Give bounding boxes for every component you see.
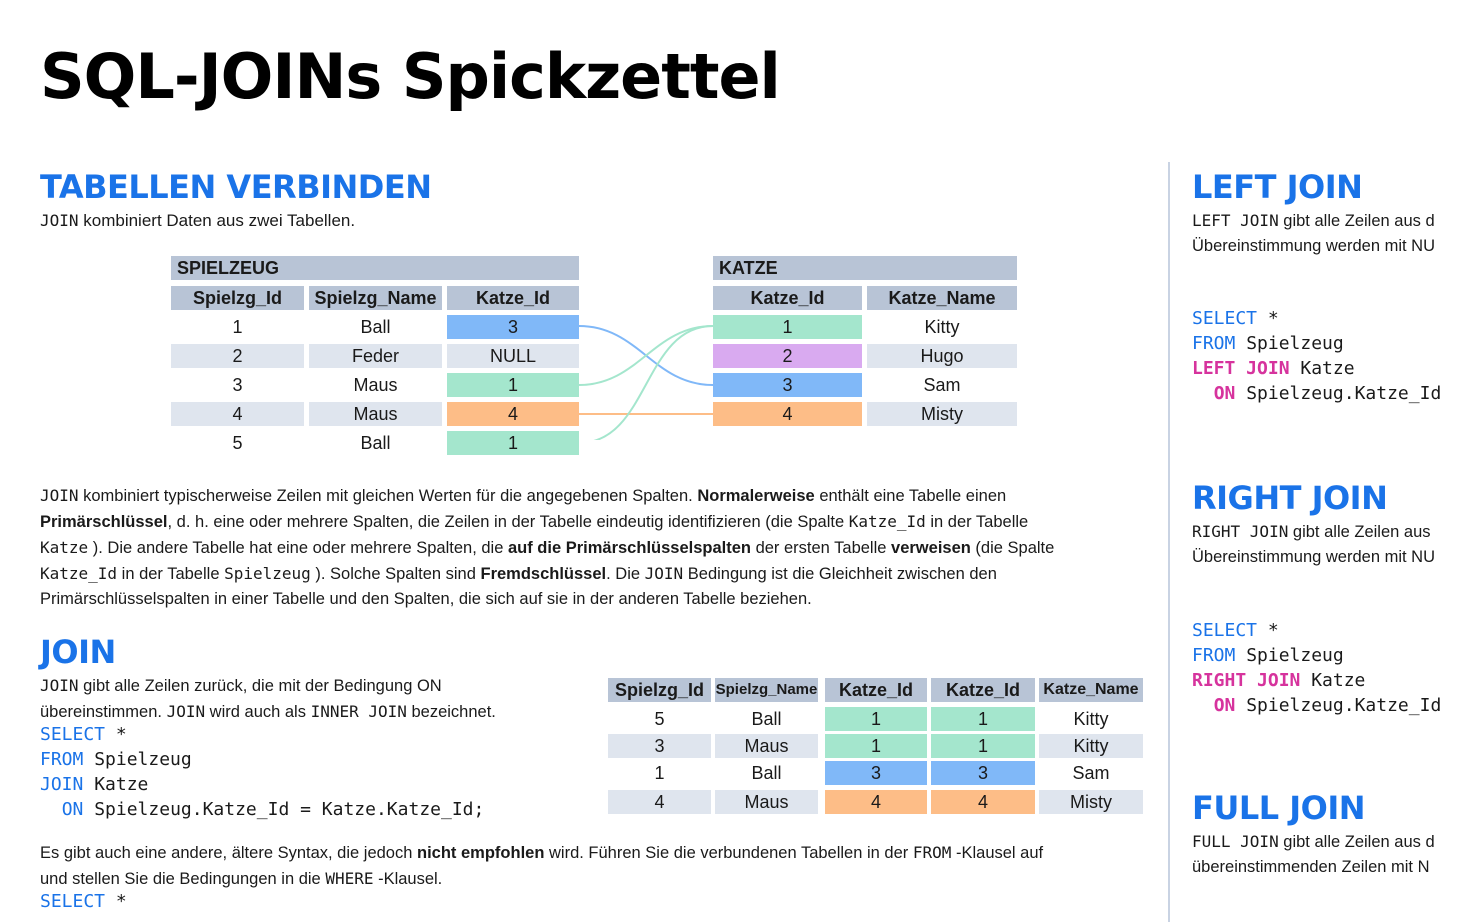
- column-header: Spielzg_Id: [608, 678, 711, 702]
- table-cell: NULL: [447, 344, 579, 368]
- table-cell: 1: [654, 763, 665, 783]
- table-cell: Maus: [353, 375, 398, 395]
- table-cell: Sam: [923, 375, 961, 395]
- alt-syntax-paragraph: Es gibt auch eine andere, ältere Syntax, die jedoch nicht empfohlen wird. Führen Sie die verbundenen Tabellen in der FROM -Klausel auf und stellen Sie die Bedingungen in die WHERE -Klausel.: [40, 843, 1044, 888]
- table-cell: Kitty: [1073, 709, 1109, 729]
- column-header: Spielzg_Name: [309, 286, 442, 310]
- section-heading-tabellen-verbinden: TABELLEN VERBINDEN: [40, 168, 432, 206]
- table-cell: 4: [608, 790, 711, 814]
- table-cell: 5: [654, 709, 665, 729]
- section-intro: JOIN kombiniert Daten aus zwei Tabellen.: [40, 211, 356, 230]
- left-join-code-block: SELECT * FROM Spielzeug LEFT JOIN Katze ON Spielzeug.Katze_Id: [1192, 308, 1442, 404]
- table-cell: 4: [931, 790, 1035, 814]
- table-cell: Sam: [1072, 763, 1110, 783]
- join-code-block: SELECT * FROM Spielzeug JOIN Katze ON Spielzeug.Katze_Id = Katze.Katze_Id;: [40, 724, 485, 820]
- table-cell: Ball: [751, 763, 782, 783]
- table-cell: 4: [825, 790, 927, 814]
- table-caption: KATZE: [713, 256, 1017, 280]
- left-join-description: LEFT JOIN gibt alle Zeilen aus d Übereinstimmung werden mit NU: [1192, 211, 1435, 255]
- column-header: Katze_Id: [447, 286, 579, 310]
- table-cell: Maus: [715, 790, 818, 814]
- table-cell: 1: [713, 315, 862, 339]
- table-cell: 2: [713, 344, 862, 368]
- table-cell: 1: [232, 317, 243, 337]
- section-heading-join: JOIN: [40, 633, 116, 671]
- table-caption: SPIELZEUG: [171, 256, 579, 280]
- table-cell: 3: [447, 315, 579, 339]
- column-header: Katze_Name: [1039, 678, 1143, 702]
- table-cell: 4: [713, 402, 862, 426]
- column-header: Spielzg_Name: [715, 678, 818, 702]
- join-description: JOIN gibt alle Zeilen zurück, die mit der Bedingung ON übereinstimmen. JOIN wird auch als INNER JOIN bezeichnet.: [40, 676, 496, 721]
- table-cell: 4: [171, 402, 304, 426]
- table-cell: 1: [447, 373, 579, 397]
- column-header: Katze_Id: [931, 678, 1035, 702]
- table-cell: 5: [232, 433, 243, 453]
- table-cell: 1: [931, 707, 1035, 731]
- right-join-description: RIGHT JOIN gibt alle Zeilen aus Übereinstimmung werden mit NU: [1192, 522, 1435, 566]
- table-cell: Misty: [1039, 790, 1143, 814]
- right-join-code-block: SELECT * FROM Spielzeug RIGHT JOIN Katze ON Spielzeug.Katze_Id: [1192, 620, 1442, 716]
- column-divider: [1168, 162, 1170, 922]
- section-heading-full-join: FULL JOIN: [1192, 789, 1366, 827]
- table-cell: 1: [447, 431, 579, 455]
- alt-syntax-code-block: SELECT *: [40, 891, 127, 912]
- table-cell: Ball: [751, 709, 782, 729]
- connector-line: [579, 326, 713, 385]
- table-cell: 1: [825, 734, 927, 758]
- table-cell: 3: [713, 373, 862, 397]
- table-cell: Hugo: [867, 344, 1017, 368]
- section-heading-right-join: RIGHT JOIN: [1192, 479, 1388, 517]
- table-cell: Ball: [360, 433, 391, 453]
- table-cell: 3: [232, 375, 243, 395]
- column-header: Katze_Id: [713, 286, 862, 310]
- column-header: Katze_Name: [867, 286, 1017, 310]
- table-cell: 3: [825, 761, 927, 785]
- right-column: [1192, 0, 1459, 911]
- table-cell: 3: [608, 734, 711, 758]
- full-join-description: FULL JOIN gibt alle Zeilen aus d übereinstimmenden Zeilen mit N: [1192, 832, 1435, 876]
- table-cell: 1: [825, 707, 927, 731]
- table-cell: Kitty: [924, 317, 960, 337]
- join-connector-lines: [579, 310, 713, 440]
- column-header: Katze_Id: [825, 678, 927, 702]
- page-title: SQL-JOINs Spickzettel: [40, 40, 780, 113]
- table-cell: Misty: [867, 402, 1017, 426]
- section-heading-left-join: LEFT JOIN: [1192, 168, 1363, 206]
- join-explanation-paragraph: JOIN kombiniert typischerweise Zeilen mit gleichen Werten für die angegebenen Spalten. Normalerweise enthält eine Tabelle einen Primärschlüssel, d. h. eine oder mehrere Spalten, die Zeilen in der Tabelle eindeutig identifizieren (die Spalte Katze_Id in der Tabelle Katze ). Die andere Tabelle hat eine oder mehrere Spalten, die auf die Primärschlüsselspalten der ersten Tabelle verweisen (die Spalte Katze_Id in der Tabelle Spielzeug ). Solche Spalten sind Fremdschlüssel. Die JOIN Bedingung ist die Gleichheit zwischen den Primärschlüsselspalten in einer Tabelle und den Spalten, die sich auf sie in der anderen Tabelle beziehen.: [40, 486, 1055, 608]
- table-cell: Feder: [309, 344, 442, 368]
- table-cell: 1: [931, 734, 1035, 758]
- column-header: Spielzg_Id: [171, 286, 304, 310]
- table-cell: Maus: [309, 402, 442, 426]
- table-cell: 3: [931, 761, 1035, 785]
- table-cell: 4: [447, 402, 579, 426]
- table-cell: Kitty: [1039, 734, 1143, 758]
- table-cell: Ball: [360, 317, 391, 337]
- table-cell: 2: [171, 344, 304, 368]
- table-cell: Maus: [715, 734, 818, 758]
